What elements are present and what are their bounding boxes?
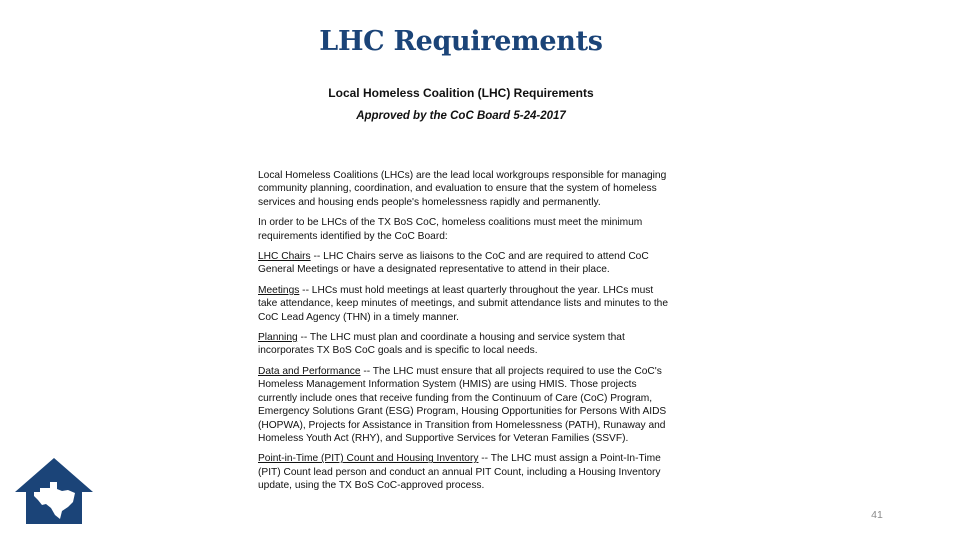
- requirement-term: Meetings: [258, 284, 300, 296]
- requirement-term: Point-in-Time (PIT) Count and Housing Inventory: [258, 453, 479, 465]
- slide-title: LHC Requirements: [319, 26, 603, 57]
- document-body: [258, 169, 668, 500]
- requirement-term: LHC Chairs: [258, 251, 311, 263]
- requirement-text: -- The LHC must assign a Point-In-Time (PIT) Count lead person and conduct an annual PIT Count, including a Housing Inventory update, using the TX BoS CoC-approved process.: [258, 453, 661, 492]
- house-texas-logo-icon: [15, 458, 93, 524]
- page-number: 41: [871, 509, 883, 521]
- approval-note: Approved by the CoC Board 5-24-2017: [356, 110, 566, 122]
- order-paragraph: In order to be LHCs of the TX BoS CoC, homeless coalitions must meet the minimum requirements identified by the CoC Board:: [258, 217, 643, 242]
- requirement-text: -- The LHC must ensure that all projects required to use the CoC's Homeless Management Information System (HMIS) are using HMIS. Those projects currently include ones that receive funding from the Continuum of Care (CoC) Program, Emergency Solutions Grant (ESG) Program, Housing Opportunities for Persons With AIDS (HOPWA), Projects for Assistance in Transition from Homelessness (PATH), Runaway and Homeless Youth Act (RHY), and Supportive Services for Veteran Families (SSVF).: [258, 365, 667, 444]
- requirement-data-performance: [258, 365, 668, 445]
- requirement-term: Planning: [258, 332, 298, 344]
- document-subtitle: Local Homeless Coalition (LHC) Requirements: [328, 86, 594, 100]
- requirement-lhc-chairs: [258, 250, 668, 277]
- requirement-term: Data and Performance: [258, 365, 361, 377]
- intro-paragraph: Local Homeless Coalitions (LHCs) are the lead local workgroups responsible for managing community planning, coordination, and evaluation to ensure that the system of homeless services and housing ends people's homelessness rapidly and permanently.: [258, 170, 667, 208]
- requirement-meetings: [258, 284, 668, 324]
- requirement-text: -- LHC Chairs serve as liaisons to the CoC and are required to attend CoC General Meetings or have a designated representative to attend in their place.: [258, 251, 649, 276]
- requirement-planning: [258, 331, 668, 358]
- requirement-text: -- The LHC must plan and coordinate a housing and service system that incorporates TX BoS CoC goals and is specific to local needs.: [258, 332, 625, 357]
- requirement-text: -- LHCs must hold meetings at least quarterly throughout the year. LHCs must take attendance, keep minutes of meetings, and submit attendance lists and minutes to the CoC Lead Agency (THN) in a timely manner.: [258, 284, 669, 323]
- requirement-pit-count: [258, 452, 668, 492]
